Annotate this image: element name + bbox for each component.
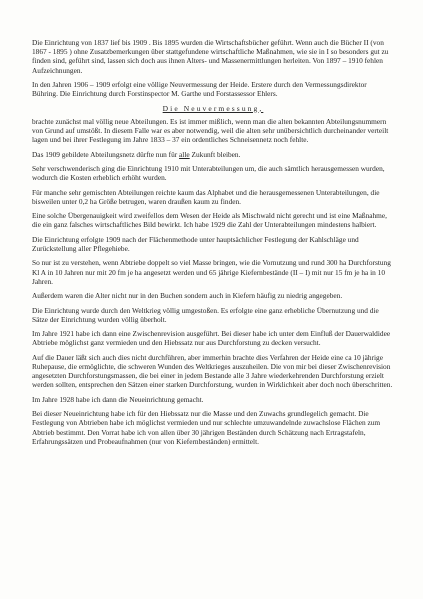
document-body [32,38,394,451]
paragraph-7: Eine solche Übergenauigkeit wird zweifellos dem Wesen der Heide als Mischwald nicht gerecht und ist eine Maßnahme, die ein ganz falsches wirtschaftliches Bild bewirkt. Ich habe 1929 die Zahl der Unterabteilungen mindestens halbiert. [32,211,387,230]
section-heading: Die Neuvermessung, [162,103,264,113]
paragraph-4-underlined-word: alle [179,149,190,159]
paragraph-4 [32,150,394,159]
paragraph-3: brachte zunächst mal völlig neue Abteilungen. Es ist immer mißlich, wenn man die alten bekannten Abteilungsnummern von Grund auf umstößt. In diesem Falle war es aber notwendig, weil die alten sehr unübersichtlich durcheinander verteilt lagen und bei ihrer Festlegung im Jahre 1833 – 37 ein ordentliches Schneisennetz noch fehlte. [32,116,389,145]
paragraph-13: Auf die Dauer läßt sich auch dies nicht durchführen, aber immerhin brachte dies Verfahren der Heide eine ca 10 jährige Ruhepause, die ermöglichte, die schweren Wunden des Weltkrieges auszuheilen. Die von mir bei dieser Zwischenrevision angesetzten Durchforstungsmassen, die bei einer in jedem Bestande alle 3 Jahre wiederkehrenden Durchforstung erzielt werden sollten, entsprechen den Sätzen einer starken Durchforstung, wurden in Wirklichkeit aber doch noch überschritten. [32,352,393,390]
paragraph-5: Sehr verschwenderisch ging die Einrichtung 1910 mit Unterabteilungen um, die auch sämtlich herausgemessen wurden, wodurch die Kosten erheblich erhöht wurden. [32,163,385,183]
paragraph-1: Die Einrichtung von 1837 lief bis 1909 . Bis 1895 wurden die Wirtschaftsbücher geführt. Wenn auch die Bücher II (von 1867 - 1895 ) ohne Zusatzbemerkungen über stattgefundene wirtschaftliche Maßnahmen, wie sie in I so besonders gut zu finden sind, geführt sind, lassen sich doch aus ihnen Alters- und Massenermittlungen herleiten. Von 1897 – 1910 fehlen Aufzeichnungen. [32,38,389,75]
paragraph-6: Für manche sehr gemischten Abteilungen reichte kaum das Alphabet und die herausgemessenen Unterabteilungen, die bisweilen unter 0,2 ha Größe betrugen, waren draußen kaum zu finden. [32,187,380,206]
paragraph-10: Außerdem waren die Alter nicht nur in den Buchen sondern auch in Kiefern häufig zu niedrig angegeben. [32,291,343,301]
paragraph-12: Im Jahre 1921 habe ich dann eine Zwischenrevision ausgeführt. Bei dieser habe ich unter dem Einfluß der Dauerwaldidee Abtriebe möglichst ganz vermieden und den Hiebssatz nur aus Durchforstung zu decken versucht. [32,329,391,348]
paragraph-8: Die Einrichtung erfolgte 1909 nach der Flächenmethode unter hauptsächlicher Festlegung der Kahlschläge und Zurückstellung aller Pflegehiebe. [32,234,359,253]
paragraph-9: So nur ist zu verstehen, wenn Abtriebe doppelt so viel Masse bringen, wie die Vornutzung und rund 300 ha Durchforstung Kl A in 10 Jahren nur mit 20 fm je ha angesetzt werden und 65 jährige Kiefernbestände (II – I) mit nur 15 fm je ha in 10 Jahren. [32,258,391,286]
paragraph-2: In den Jahren 1906 – 1909 erfolgt eine völlige Neuvermessung der Heide. Erstere durch den Vermessungsdirektor Bühring. Die Einrichtung durch Forstinspector M. Garthe und Forstassessor Ehlers. [32,80,367,99]
paragraph-15: Bei dieser Neueinrichtung habe ich für den Hiebssatz nur die Masse und den Zuwachs grundlegelich gemacht. Die Festlegung von Abtrieben habe ich möglichst vermieden und nur schlechte umzuwandelnde zuwachslose Flächen zum Abtrieb bestimmt. Den Vorrat habe ich von allen über 30 jährigen Beständen durch Schätzung nach Ertragstafeln, Erfahrungssätzen und Probeaufnahmen (nur von Kiefernbeständen) ermittelt. [32,409,381,446]
paragraph-4-start: Das 1909 gebildete Abteilungsnetz dürfte nun für [32,149,180,159]
paragraph-4-end: Zukunft bleiben. [189,149,241,159]
paragraph-11: Die Einrichtung wurde durch den Weltkrieg völlig umgestoßen. Es erfolgte eine ganz erhebliche Übernutzung und die Sätze der Einrichtung wurden völlig überholt. [32,305,379,324]
paragraph-14: Im Jahre 1928 habe ich dann die Neueinrichtung gemacht. [32,394,204,404]
